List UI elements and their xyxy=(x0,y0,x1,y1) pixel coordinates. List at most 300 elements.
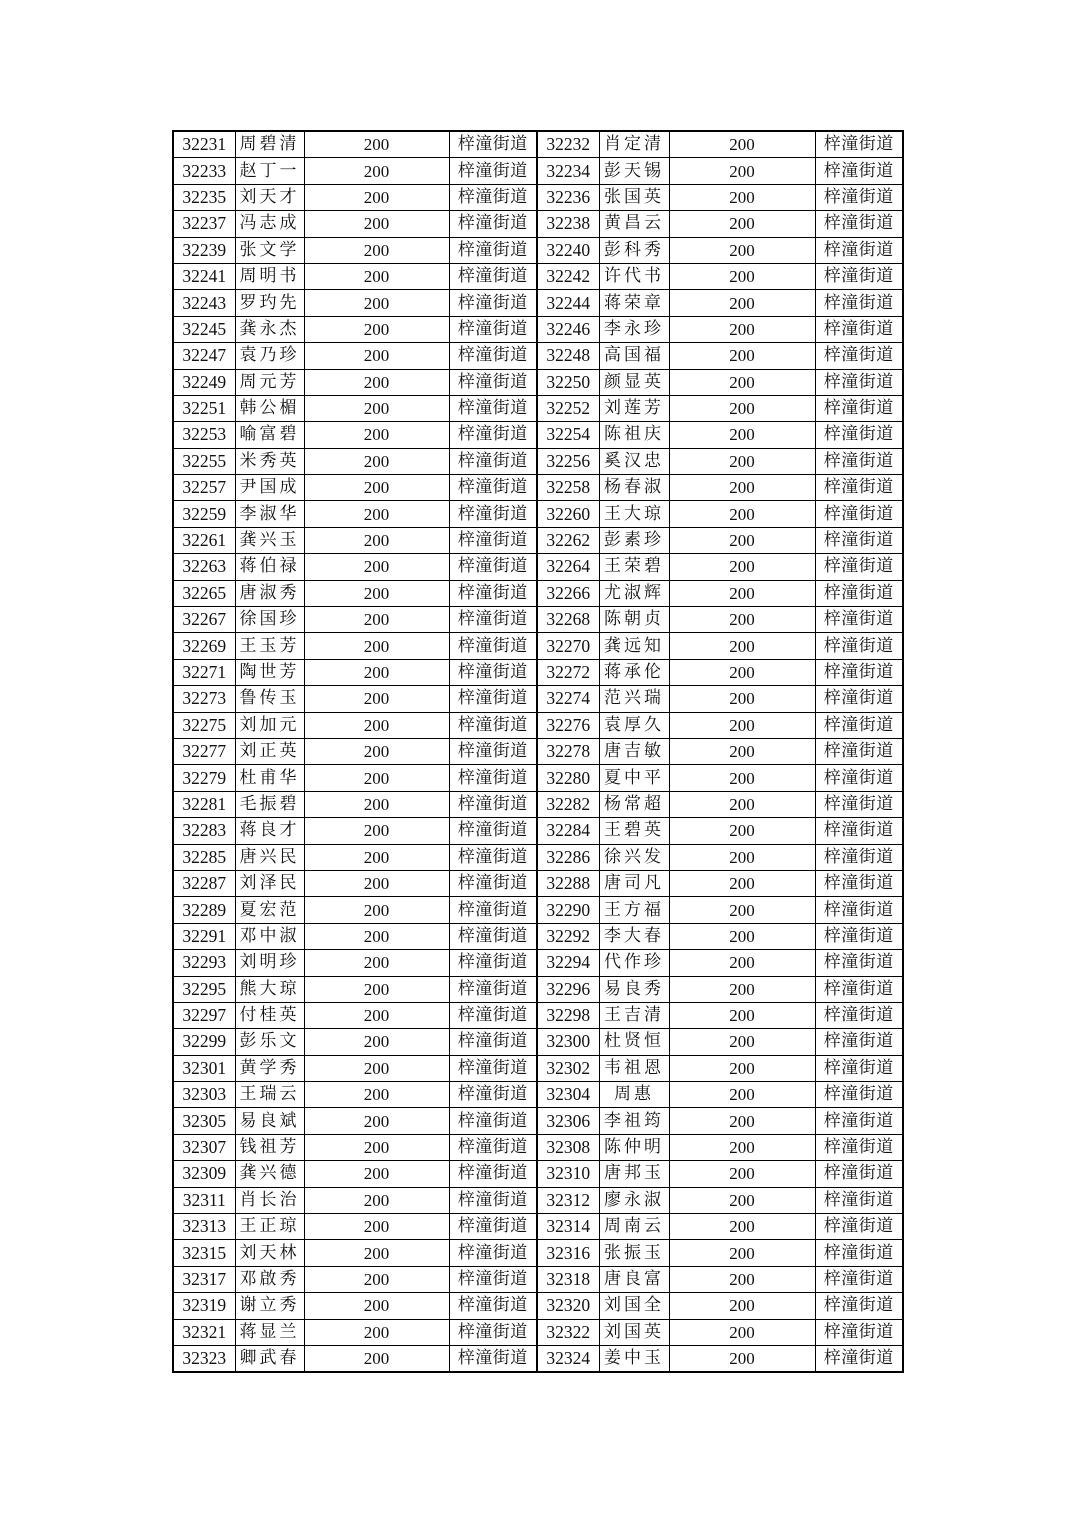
record-id-cell: 32303 xyxy=(173,1082,235,1108)
subdistrict-cell: 梓潼街道 xyxy=(449,791,537,817)
subdistrict-cell: 梓潼街道 xyxy=(815,1002,903,1028)
subdistrict-cell: 梓潼街道 xyxy=(449,422,537,448)
record-id-cell: 32320 xyxy=(537,1293,599,1319)
record-id-cell: 32324 xyxy=(537,1345,599,1372)
record-id-cell: 32292 xyxy=(537,923,599,949)
amount-cell: 200 xyxy=(304,818,449,844)
person-name-cell: 杜贤恒 xyxy=(599,1029,669,1055)
subdistrict-cell: 梓潼街道 xyxy=(449,1214,537,1240)
record-id-cell: 32305 xyxy=(173,1108,235,1134)
subdistrict-cell: 梓潼街道 xyxy=(449,1319,537,1345)
person-name-cell: 罗玓先 xyxy=(235,290,304,316)
table-row xyxy=(173,1293,903,1319)
record-id-cell: 32247 xyxy=(173,343,235,369)
subdistrict-cell: 梓潼街道 xyxy=(815,158,903,184)
subdistrict-cell: 梓潼街道 xyxy=(449,1082,537,1108)
subdistrict-cell: 梓潼街道 xyxy=(449,1134,537,1160)
person-name-cell: 杨常超 xyxy=(599,791,669,817)
amount-cell: 200 xyxy=(669,686,815,712)
person-name-cell: 易良斌 xyxy=(235,1108,304,1134)
record-id-cell: 32300 xyxy=(537,1029,599,1055)
amount-cell: 200 xyxy=(669,448,815,474)
subdistrict-cell: 梓潼街道 xyxy=(815,369,903,395)
amount-cell: 200 xyxy=(304,738,449,764)
table-row xyxy=(173,475,903,501)
person-name-cell: 肖定清 xyxy=(599,131,669,158)
subdistrict-cell: 梓潼街道 xyxy=(449,263,537,289)
amount-cell: 200 xyxy=(669,527,815,553)
subdistrict-cell: 梓潼街道 xyxy=(815,686,903,712)
subdistrict-cell: 梓潼街道 xyxy=(815,1082,903,1108)
table-row xyxy=(173,263,903,289)
record-id-cell: 32322 xyxy=(537,1319,599,1345)
subdistrict-cell: 梓潼街道 xyxy=(815,184,903,210)
amount-cell: 200 xyxy=(669,818,815,844)
record-id-cell: 32289 xyxy=(173,897,235,923)
person-name-cell: 张文学 xyxy=(235,237,304,263)
subdistrict-cell: 梓潼街道 xyxy=(449,527,537,553)
amount-cell: 200 xyxy=(669,738,815,764)
table-row xyxy=(173,818,903,844)
record-id-cell: 32268 xyxy=(537,607,599,633)
record-id-cell: 32238 xyxy=(537,211,599,237)
record-id-cell: 32296 xyxy=(537,976,599,1002)
person-name-cell: 唐淑秀 xyxy=(235,580,304,606)
subdistrict-cell: 梓潼街道 xyxy=(815,343,903,369)
record-id-cell: 32241 xyxy=(173,263,235,289)
record-id-cell: 32260 xyxy=(537,501,599,527)
person-name-cell: 代作珍 xyxy=(599,950,669,976)
table-row xyxy=(173,395,903,421)
amount-cell: 200 xyxy=(304,369,449,395)
person-name-cell: 赵丁一 xyxy=(235,158,304,184)
amount-cell: 200 xyxy=(304,607,449,633)
subdistrict-cell: 梓潼街道 xyxy=(815,1029,903,1055)
person-name-cell: 唐良富 xyxy=(599,1266,669,1292)
table-row xyxy=(173,976,903,1002)
record-id-cell: 32307 xyxy=(173,1134,235,1160)
amount-cell: 200 xyxy=(304,633,449,659)
subdistrict-cell: 梓潼街道 xyxy=(815,1345,903,1372)
amount-cell: 200 xyxy=(304,343,449,369)
record-id-cell: 32257 xyxy=(173,475,235,501)
table-row xyxy=(173,1240,903,1266)
record-id-cell: 32301 xyxy=(173,1055,235,1081)
record-id-cell: 32246 xyxy=(537,316,599,342)
amount-cell: 200 xyxy=(669,976,815,1002)
subdistrict-cell: 梓潼街道 xyxy=(815,1134,903,1160)
record-id-cell: 32288 xyxy=(537,870,599,896)
record-id-cell: 32312 xyxy=(537,1187,599,1213)
record-id-cell: 32275 xyxy=(173,712,235,738)
table-row xyxy=(173,1002,903,1028)
person-name-cell: 周惠 xyxy=(599,1082,669,1108)
person-name-cell: 刘天林 xyxy=(235,1240,304,1266)
subdistrict-cell: 梓潼街道 xyxy=(449,448,537,474)
person-name-cell: 尤淑辉 xyxy=(599,580,669,606)
record-id-cell: 32316 xyxy=(537,1240,599,1266)
subdistrict-cell: 梓潼街道 xyxy=(449,607,537,633)
subdistrict-cell: 梓潼街道 xyxy=(815,1240,903,1266)
person-name-cell: 龚远知 xyxy=(599,633,669,659)
subdistrict-cell: 梓潼街道 xyxy=(449,184,537,210)
amount-cell: 200 xyxy=(669,211,815,237)
person-name-cell: 尹国成 xyxy=(235,475,304,501)
table-row xyxy=(173,712,903,738)
record-id-cell: 32310 xyxy=(537,1161,599,1187)
person-name-cell: 廖永淑 xyxy=(599,1187,669,1213)
subdistrict-cell: 梓潼街道 xyxy=(815,738,903,764)
subdistrict-cell: 梓潼街道 xyxy=(815,527,903,553)
record-id-cell: 32314 xyxy=(537,1214,599,1240)
person-name-cell: 蒋荣章 xyxy=(599,290,669,316)
amount-cell: 200 xyxy=(304,1319,449,1345)
record-id-cell: 32272 xyxy=(537,659,599,685)
amount-cell: 200 xyxy=(669,1029,815,1055)
record-id-cell: 32304 xyxy=(537,1082,599,1108)
amount-cell: 200 xyxy=(304,527,449,553)
person-name-cell: 龚兴玉 xyxy=(235,527,304,553)
amount-cell: 200 xyxy=(669,1002,815,1028)
amount-cell: 200 xyxy=(669,1187,815,1213)
amount-cell: 200 xyxy=(669,1240,815,1266)
amount-cell: 200 xyxy=(669,158,815,184)
record-id-cell: 32235 xyxy=(173,184,235,210)
person-name-cell: 易良秀 xyxy=(599,976,669,1002)
record-id-cell: 32234 xyxy=(537,158,599,184)
amount-cell: 200 xyxy=(304,686,449,712)
record-id-cell: 32282 xyxy=(537,791,599,817)
person-name-cell: 王方福 xyxy=(599,897,669,923)
record-id-cell: 32315 xyxy=(173,1240,235,1266)
subdistrict-cell: 梓潼街道 xyxy=(449,1187,537,1213)
subdistrict-cell: 梓潼街道 xyxy=(449,1108,537,1134)
table-row xyxy=(173,237,903,263)
record-id-cell: 32265 xyxy=(173,580,235,606)
subdistrict-cell: 梓潼街道 xyxy=(815,131,903,158)
subdistrict-cell: 梓潼街道 xyxy=(815,211,903,237)
amount-cell: 200 xyxy=(304,1082,449,1108)
table-row xyxy=(173,343,903,369)
amount-cell: 200 xyxy=(304,950,449,976)
roster-body xyxy=(173,131,903,1372)
subdistrict-cell: 梓潼街道 xyxy=(815,923,903,949)
person-name-cell: 颜显英 xyxy=(599,369,669,395)
subdistrict-cell: 梓潼街道 xyxy=(449,158,537,184)
person-name-cell: 蒋良才 xyxy=(235,818,304,844)
subdistrict-cell: 梓潼街道 xyxy=(449,131,537,158)
person-name-cell: 陶世芳 xyxy=(235,659,304,685)
person-name-cell: 刘泽民 xyxy=(235,870,304,896)
amount-cell: 200 xyxy=(304,1161,449,1187)
table-row xyxy=(173,369,903,395)
person-name-cell: 李永珍 xyxy=(599,316,669,342)
subdistrict-cell: 梓潼街道 xyxy=(815,818,903,844)
record-id-cell: 32256 xyxy=(537,448,599,474)
record-id-cell: 32308 xyxy=(537,1134,599,1160)
person-name-cell: 王瑞云 xyxy=(235,1082,304,1108)
subdistrict-cell: 梓潼街道 xyxy=(449,897,537,923)
amount-cell: 200 xyxy=(669,633,815,659)
amount-cell: 200 xyxy=(669,791,815,817)
record-id-cell: 32318 xyxy=(537,1266,599,1292)
record-id-cell: 32261 xyxy=(173,527,235,553)
record-id-cell: 32293 xyxy=(173,950,235,976)
table-row xyxy=(173,184,903,210)
record-id-cell: 32267 xyxy=(173,607,235,633)
table-row xyxy=(173,765,903,791)
person-name-cell: 刘莲芳 xyxy=(599,395,669,421)
person-name-cell: 米秀英 xyxy=(235,448,304,474)
record-id-cell: 32309 xyxy=(173,1161,235,1187)
record-id-cell: 32323 xyxy=(173,1345,235,1372)
amount-cell: 200 xyxy=(669,422,815,448)
subdistrict-cell: 梓潼街道 xyxy=(815,897,903,923)
subdistrict-cell: 梓潼街道 xyxy=(815,712,903,738)
amount-cell: 200 xyxy=(669,1293,815,1319)
amount-cell: 200 xyxy=(669,131,815,158)
subdistrict-cell: 梓潼街道 xyxy=(449,844,537,870)
person-name-cell: 喻富碧 xyxy=(235,422,304,448)
record-id-cell: 32244 xyxy=(537,290,599,316)
record-id-cell: 32269 xyxy=(173,633,235,659)
record-id-cell: 32270 xyxy=(537,633,599,659)
person-name-cell: 王吉清 xyxy=(599,1002,669,1028)
person-name-cell: 刘明珍 xyxy=(235,950,304,976)
subdistrict-cell: 梓潼街道 xyxy=(449,237,537,263)
subdistrict-cell: 梓潼街道 xyxy=(449,501,537,527)
subdistrict-cell: 梓潼街道 xyxy=(449,923,537,949)
record-id-cell: 32276 xyxy=(537,712,599,738)
person-name-cell: 彭科秀 xyxy=(599,237,669,263)
amount-cell: 200 xyxy=(304,897,449,923)
record-id-cell: 32311 xyxy=(173,1187,235,1213)
subdistrict-cell: 梓潼街道 xyxy=(449,950,537,976)
record-id-cell: 32273 xyxy=(173,686,235,712)
person-name-cell: 龚永杰 xyxy=(235,316,304,342)
table-row xyxy=(173,844,903,870)
person-name-cell: 高国福 xyxy=(599,343,669,369)
record-id-cell: 32248 xyxy=(537,343,599,369)
record-id-cell: 32295 xyxy=(173,976,235,1002)
amount-cell: 200 xyxy=(669,1345,815,1372)
table-row xyxy=(173,1055,903,1081)
amount-cell: 200 xyxy=(669,316,815,342)
record-id-cell: 32297 xyxy=(173,1002,235,1028)
record-id-cell: 32236 xyxy=(537,184,599,210)
subdistrict-cell: 梓潼街道 xyxy=(815,475,903,501)
amount-cell: 200 xyxy=(669,1055,815,1081)
person-name-cell: 陈祖庆 xyxy=(599,422,669,448)
table-row xyxy=(173,897,903,923)
person-name-cell: 张国英 xyxy=(599,184,669,210)
person-name-cell: 陈朝贞 xyxy=(599,607,669,633)
subdistrict-cell: 梓潼街道 xyxy=(449,765,537,791)
person-name-cell: 许代书 xyxy=(599,263,669,289)
subdistrict-cell: 梓潼街道 xyxy=(449,1266,537,1292)
subdistrict-cell: 梓潼街道 xyxy=(815,580,903,606)
person-name-cell: 刘加元 xyxy=(235,712,304,738)
amount-cell: 200 xyxy=(669,1134,815,1160)
subdistrict-cell: 梓潼街道 xyxy=(449,1293,537,1319)
person-name-cell: 王正琼 xyxy=(235,1214,304,1240)
amount-cell: 200 xyxy=(304,263,449,289)
table-row xyxy=(173,923,903,949)
amount-cell: 200 xyxy=(304,1293,449,1319)
amount-cell: 200 xyxy=(669,395,815,421)
person-name-cell: 张振玉 xyxy=(599,1240,669,1266)
amount-cell: 200 xyxy=(669,290,815,316)
person-name-cell: 李祖筠 xyxy=(599,1108,669,1134)
record-id-cell: 32278 xyxy=(537,738,599,764)
record-id-cell: 32306 xyxy=(537,1108,599,1134)
table-row xyxy=(173,1319,903,1345)
amount-cell: 200 xyxy=(304,475,449,501)
table-row xyxy=(173,158,903,184)
subdistrict-cell: 梓潼街道 xyxy=(815,1319,903,1345)
subdistrict-cell: 梓潼街道 xyxy=(449,290,537,316)
table-row xyxy=(173,422,903,448)
person-name-cell: 刘天才 xyxy=(235,184,304,210)
person-name-cell: 夏中平 xyxy=(599,765,669,791)
amount-cell: 200 xyxy=(304,765,449,791)
amount-cell: 200 xyxy=(669,263,815,289)
table-row xyxy=(173,1029,903,1055)
person-name-cell: 唐吉敏 xyxy=(599,738,669,764)
table-row xyxy=(173,950,903,976)
person-name-cell: 冯志成 xyxy=(235,211,304,237)
record-id-cell: 32264 xyxy=(537,554,599,580)
record-id-cell: 32280 xyxy=(537,765,599,791)
person-name-cell: 刘正英 xyxy=(235,738,304,764)
subdistrict-cell: 梓潼街道 xyxy=(449,1240,537,1266)
amount-cell: 200 xyxy=(304,1108,449,1134)
table-row xyxy=(173,501,903,527)
person-name-cell: 付桂英 xyxy=(235,1002,304,1028)
subdistrict-cell: 梓潼街道 xyxy=(815,1293,903,1319)
person-name-cell: 李大春 xyxy=(599,923,669,949)
amount-cell: 200 xyxy=(669,1108,815,1134)
amount-cell: 200 xyxy=(669,712,815,738)
record-id-cell: 32285 xyxy=(173,844,235,870)
subdistrict-cell: 梓潼街道 xyxy=(449,1345,537,1372)
record-id-cell: 32291 xyxy=(173,923,235,949)
record-id-cell: 32250 xyxy=(537,369,599,395)
person-name-cell: 黄昌云 xyxy=(599,211,669,237)
amount-cell: 200 xyxy=(669,580,815,606)
record-id-cell: 32249 xyxy=(173,369,235,395)
amount-cell: 200 xyxy=(304,1029,449,1055)
amount-cell: 200 xyxy=(669,1082,815,1108)
person-name-cell: 蒋显兰 xyxy=(235,1319,304,1345)
person-name-cell: 奚汉忠 xyxy=(599,448,669,474)
subdistrict-cell: 梓潼街道 xyxy=(449,211,537,237)
record-id-cell: 32259 xyxy=(173,501,235,527)
table-row xyxy=(173,659,903,685)
table-row xyxy=(173,1108,903,1134)
roster-table xyxy=(172,130,904,1373)
subdistrict-cell: 梓潼街道 xyxy=(449,1055,537,1081)
person-name-cell: 彭乐文 xyxy=(235,1029,304,1055)
person-name-cell: 刘国英 xyxy=(599,1319,669,1345)
person-name-cell: 杨春淑 xyxy=(599,475,669,501)
person-name-cell: 钱祖芳 xyxy=(235,1134,304,1160)
subdistrict-cell: 梓潼街道 xyxy=(449,475,537,501)
record-id-cell: 32239 xyxy=(173,237,235,263)
record-id-cell: 32232 xyxy=(537,131,599,158)
subdistrict-cell: 梓潼街道 xyxy=(449,316,537,342)
amount-cell: 200 xyxy=(304,448,449,474)
amount-cell: 200 xyxy=(304,290,449,316)
amount-cell: 200 xyxy=(304,976,449,1002)
subdistrict-cell: 梓潼街道 xyxy=(449,633,537,659)
record-id-cell: 32302 xyxy=(537,1055,599,1081)
amount-cell: 200 xyxy=(304,211,449,237)
subdistrict-cell: 梓潼街道 xyxy=(815,554,903,580)
amount-cell: 200 xyxy=(669,659,815,685)
person-name-cell: 谢立秀 xyxy=(235,1293,304,1319)
amount-cell: 200 xyxy=(669,923,815,949)
subdistrict-cell: 梓潼街道 xyxy=(815,765,903,791)
amount-cell: 200 xyxy=(669,870,815,896)
subdistrict-cell: 梓潼街道 xyxy=(815,448,903,474)
record-id-cell: 32243 xyxy=(173,290,235,316)
record-id-cell: 32258 xyxy=(537,475,599,501)
record-id-cell: 32321 xyxy=(173,1319,235,1345)
record-id-cell: 32298 xyxy=(537,1002,599,1028)
subdistrict-cell: 梓潼街道 xyxy=(449,369,537,395)
subdistrict-cell: 梓潼街道 xyxy=(449,976,537,1002)
amount-cell: 200 xyxy=(304,131,449,158)
subdistrict-cell: 梓潼街道 xyxy=(449,395,537,421)
person-name-cell: 周明书 xyxy=(235,263,304,289)
person-name-cell: 唐兴民 xyxy=(235,844,304,870)
amount-cell: 200 xyxy=(304,712,449,738)
amount-cell: 200 xyxy=(304,580,449,606)
record-id-cell: 32266 xyxy=(537,580,599,606)
record-id-cell: 32237 xyxy=(173,211,235,237)
record-id-cell: 32283 xyxy=(173,818,235,844)
person-name-cell: 邓中淑 xyxy=(235,923,304,949)
amount-cell: 200 xyxy=(304,395,449,421)
subdistrict-cell: 梓潼街道 xyxy=(815,607,903,633)
subdistrict-cell: 梓潼街道 xyxy=(815,501,903,527)
table-row xyxy=(173,290,903,316)
amount-cell: 200 xyxy=(304,158,449,184)
person-name-cell: 蒋承伦 xyxy=(599,659,669,685)
record-id-cell: 32284 xyxy=(537,818,599,844)
person-name-cell: 唐司凡 xyxy=(599,870,669,896)
table-row xyxy=(173,131,903,158)
record-id-cell: 32240 xyxy=(537,237,599,263)
person-name-cell: 卿武春 xyxy=(235,1345,304,1372)
person-name-cell: 陈仲明 xyxy=(599,1134,669,1160)
person-name-cell: 毛振碧 xyxy=(235,791,304,817)
subdistrict-cell: 梓潼街道 xyxy=(815,263,903,289)
amount-cell: 200 xyxy=(304,1266,449,1292)
table-row xyxy=(173,1082,903,1108)
record-id-cell: 32263 xyxy=(173,554,235,580)
table-row xyxy=(173,527,903,553)
subdistrict-cell: 梓潼街道 xyxy=(815,1266,903,1292)
person-name-cell: 刘国全 xyxy=(599,1293,669,1319)
record-id-cell: 32255 xyxy=(173,448,235,474)
amount-cell: 200 xyxy=(669,1214,815,1240)
subdistrict-cell: 梓潼街道 xyxy=(449,659,537,685)
subdistrict-cell: 梓潼街道 xyxy=(815,1214,903,1240)
subdistrict-cell: 梓潼街道 xyxy=(449,580,537,606)
table-row xyxy=(173,211,903,237)
